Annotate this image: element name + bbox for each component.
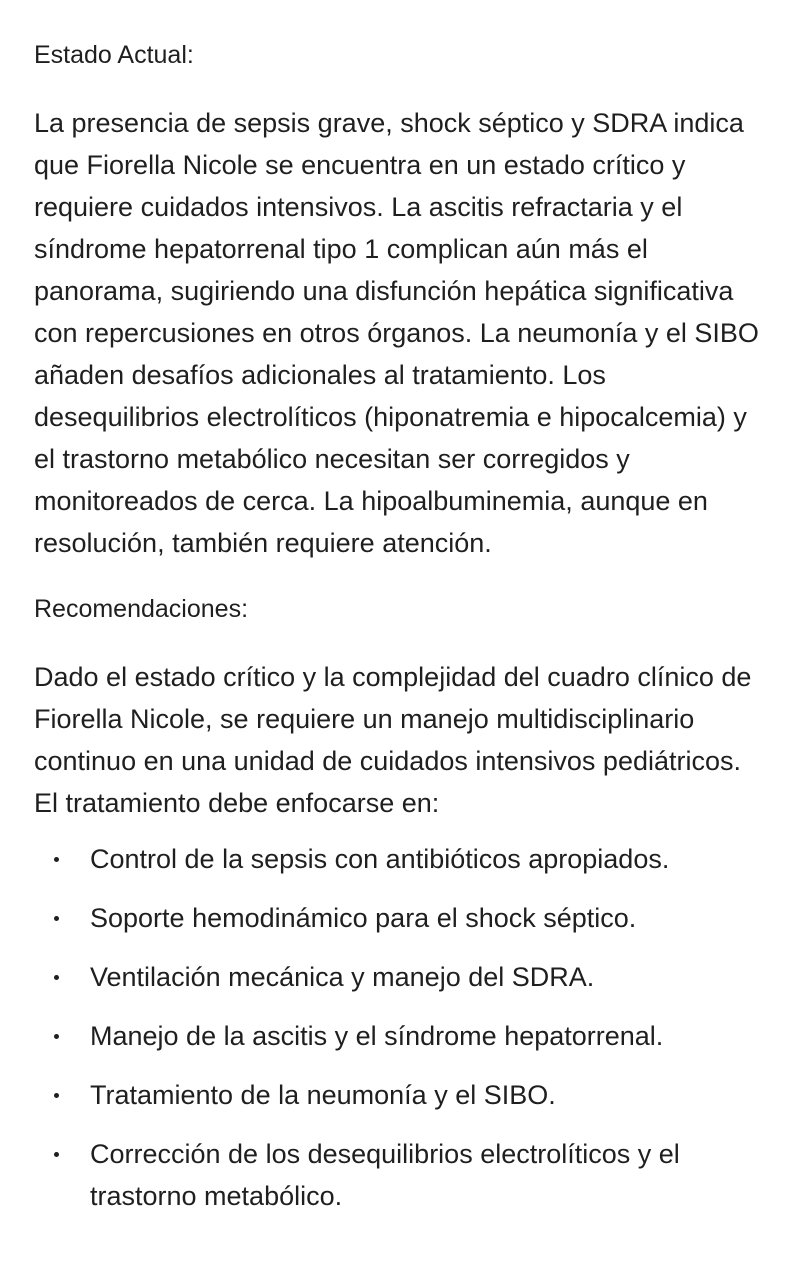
recommendations-paragraph: Dado el estado crítico y la complejidad del cuadro clínico de Fiorella Nicole, se requiere un manejo multidisciplinario continuo en una unidad de cuidados intensivos pediátricos. El tratamiento debe enfocarse en: [34,662,752,818]
bullet-icon [54,916,59,921]
list-item [34,1133,766,1217]
list-item-text: Corrección de los desequilibrios electrolíticos y el trastorno metabólico. [90,1139,680,1211]
status-paragraph: La presencia de sepsis grave, shock séptico y SDRA indica que Fiorella Nicole se encuentra en un estado crítico y requiere cuidados intensivos. La ascitis refractaria y el síndrome hepatorrenal tipo 1 complican aún más el panorama, sugiriendo una disfunción hepática significativa con repercusiones en otros órganos. La neumonía y el SIBO añaden desafíos adicionales al tratamiento. Los desequilibrios electrolíticos (hiponatremia e hipocalcemia) y el trastorno metabólico necesitan ser corregidos y monitoreados de cerca. La hipoalbuminemia, aunque en resolución, también requiere atención. [34,108,759,558]
bullet-icon [54,1093,59,1098]
list-item-text: Control de la sepsis con antibióticos apropiados. [90,844,670,874]
list-item [34,956,766,998]
bullet-icon [54,1152,59,1157]
recommendations-heading: Recomendaciones: [34,595,249,623]
list-item-text: Tratamiento de la neumonía y el SIBO. [90,1080,556,1110]
status-heading: Estado Actual: [34,41,194,69]
list-item [34,1015,766,1057]
list-item-text: Soporte hemodinámico para el shock séptico. [90,903,637,933]
list-item [34,897,766,939]
list-item-text: Ventilación mecánica y manejo del SDRA. [90,962,595,992]
bullet-icon [54,975,59,980]
list-item-text: Manejo de la ascitis y el síndrome hepatorrenal. [90,1021,664,1051]
bullet-icon [54,857,59,862]
list-item [34,838,766,880]
recommendations-list [34,838,766,1217]
list-item [34,1074,766,1116]
bullet-icon [54,1034,59,1039]
